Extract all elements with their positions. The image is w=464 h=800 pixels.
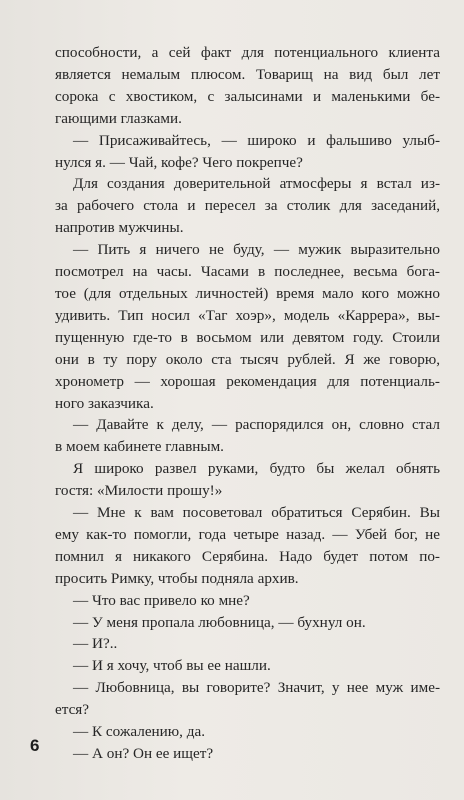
text-line: Для создания доверительной атмосферы я встал из-: [73, 175, 440, 193]
text-line: Я широко развел руками, будто бы желал обнять: [73, 460, 440, 478]
body-text: [55, 42, 440, 765]
text-line: ного заказчика.: [55, 394, 154, 412]
text-line: помнил я никакого Серябина. Надо будет потом по-: [55, 547, 440, 565]
text-line: — И?..: [73, 635, 118, 653]
text-line: является немалым плюсом. Товарищ на вид был лет: [55, 65, 440, 83]
text-line: — Давайте к делу, — распорядился он, словно стал: [73, 416, 440, 434]
text-line: пущенную где-то в восьмом или девятом году. Стоили: [55, 328, 440, 346]
text-line: гостя: «Милости прошу!»: [55, 482, 223, 500]
text-line: — Присаживайтесь, — широко и фальшиво улыб-: [73, 131, 440, 149]
text-line: просить Римку, чтобы подняла архив.: [55, 569, 299, 587]
text-line: напротив мужчины.: [55, 219, 184, 237]
text-line: удивить. Тип носил «Таг хоэр», модель «Каррера», вы-: [55, 306, 440, 324]
text-line: — Мне к вам посоветовал обратиться Серябин. Вы: [73, 504, 440, 522]
page-number: 6: [30, 736, 40, 755]
text-line: — У меня пропала любовница, — бухнул он.: [73, 613, 366, 631]
text-line: за рабочего стола и пересел за столик для заседаний,: [55, 197, 440, 215]
text-line: — И я хочу, чтоб вы ее нашли.: [73, 657, 271, 675]
text-line: — К сожалению, да.: [73, 723, 206, 741]
text-line: — Пить я ничего не буду, — мужик выразительно: [73, 241, 440, 259]
text-line: сорока с хвостиком, с залысинами и маленькими бе-: [55, 87, 440, 105]
text-line: ется?: [55, 701, 90, 719]
text-line: ему как-то помогли, года четыре назад. — Убей бог, не: [55, 525, 440, 543]
text-line: в моем кабинете главным.: [55, 438, 224, 456]
text-line: нулся я. — Чай, кофе? Чего покрепче?: [55, 153, 303, 171]
text-line: тое (для отдельных личностей) время мало кого можно: [55, 284, 440, 302]
text-line: посмотрел на часы. Часами в последнее, весьма бога-: [55, 263, 440, 281]
text-line: — Что вас привело ко мне?: [73, 591, 250, 609]
text-line: способности, а сей факт для потенциального клиента: [55, 44, 440, 61]
text-line: — Любовница, вы говорите? Значит, у нее муж име-: [73, 679, 440, 697]
text-line: хронометр — хорошая рекомендация для потенциаль-: [55, 372, 440, 390]
text-line: гающими глазками.: [55, 109, 182, 127]
text-line: — А он? Он ее ищет?: [73, 745, 214, 762]
text-line: они в ту пору около ста тысяч рублей. Я же говорю,: [55, 350, 440, 368]
